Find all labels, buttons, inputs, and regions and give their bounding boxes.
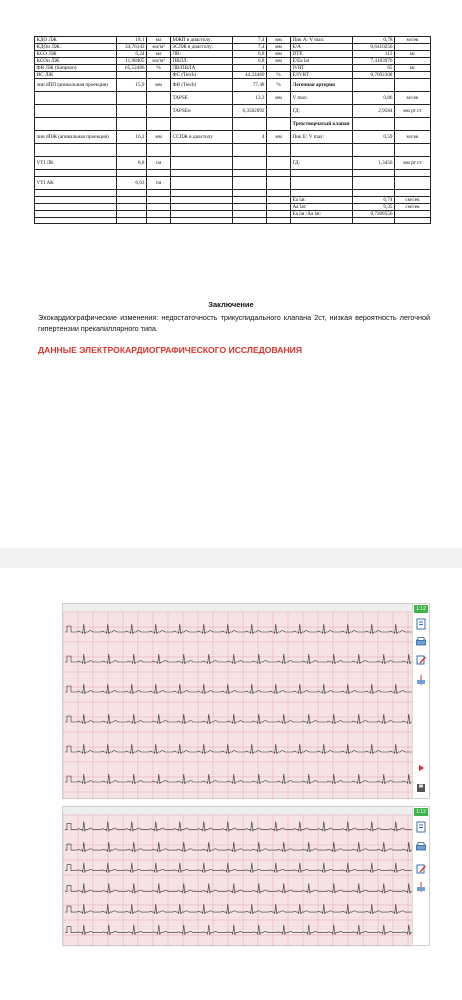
page-separator — [0, 548, 462, 568]
table-cell: м/сек — [395, 37, 431, 44]
table-cell — [171, 157, 233, 170]
table-cell — [35, 144, 117, 157]
table-cell: 4 — [233, 131, 267, 144]
table-cell — [117, 211, 147, 218]
table-cell: 2,9584 — [353, 105, 395, 118]
table-cell — [35, 218, 117, 224]
table-cell: мс — [395, 65, 431, 72]
table-cell: лин dПЖ (апикальная проекция) — [35, 131, 117, 144]
table-cell: 6,3582092 — [233, 105, 267, 118]
table-cell: 6,8 — [233, 58, 267, 65]
table-cell: мл — [147, 51, 171, 58]
table-cell — [147, 118, 171, 131]
table-cell — [267, 170, 291, 177]
table-cell — [147, 72, 171, 79]
table-cell — [353, 177, 395, 190]
table-cell — [395, 218, 431, 224]
table-cell: IVRT — [291, 65, 353, 72]
table-cell — [147, 197, 171, 204]
table-cell: мл/м² — [147, 44, 171, 51]
ecg-lead-trace — [65, 624, 413, 634]
table-cell: 1 — [233, 65, 267, 72]
table-cell — [353, 218, 395, 224]
ecg-scale-badge[interactable]: 1:12 — [414, 808, 428, 816]
table-cell: ПВЛЛ: — [171, 58, 233, 65]
table-cell — [117, 105, 147, 118]
table-cell: см — [147, 157, 171, 170]
ecg-trace — [63, 807, 415, 947]
table-cell: Трехстворчатый клапан — [291, 118, 353, 131]
report-page-2 — [0, 568, 462, 1000]
table-row — [35, 92, 431, 105]
ecg-toolbar — [412, 604, 429, 798]
conclusion-title: Заключение — [208, 300, 254, 309]
table-cell — [35, 204, 117, 211]
table-cell: ЗСЛЖ в диастолу: — [171, 44, 233, 51]
table-cell — [147, 170, 171, 177]
table-cell: V max: — [291, 92, 353, 105]
table-cell — [233, 197, 267, 204]
table-cell: мм рт ст — [395, 157, 431, 170]
table-cell: мл/м² — [147, 58, 171, 65]
table-row — [35, 170, 431, 177]
table-cell: 65,52486 — [117, 65, 147, 72]
table-cell: 7,4 — [233, 44, 267, 51]
table-cell: 0,78 — [353, 37, 395, 44]
table-cell: мс — [395, 51, 431, 58]
print-icon[interactable] — [415, 841, 427, 853]
table-row — [35, 144, 431, 157]
table-cell: 0,7208556 — [353, 211, 395, 218]
table-cell: 77,48 — [233, 79, 267, 92]
table-row — [35, 51, 431, 58]
table-cell — [233, 190, 267, 197]
table-cell: Пик Е: V max: — [291, 131, 353, 144]
table-row — [35, 190, 431, 197]
table-cell — [267, 105, 291, 118]
document-icon[interactable] — [415, 821, 427, 833]
table-cell — [395, 72, 431, 79]
table-cell: ФВ (Teich) — [171, 79, 233, 92]
conclusion-text: Эхокардиографические изменения: недостаточность трикуспидального клапана 2ст, низкая вероятность легочной гипертензии прекапиллярного типа. — [38, 313, 430, 333]
table-cell — [291, 177, 353, 190]
table-row — [35, 131, 431, 144]
table-cell — [395, 211, 431, 218]
table-cell — [117, 218, 147, 224]
table-cell: мм — [267, 37, 291, 44]
table-cell: 15,9 — [117, 79, 147, 92]
ecg-lead-trace — [65, 684, 413, 694]
table-cell — [35, 197, 117, 204]
table-cell: КСОи ЛЖ — [35, 58, 117, 65]
table-cell — [267, 218, 291, 224]
edit-icon[interactable] — [415, 654, 427, 666]
table-cell — [395, 144, 431, 157]
table-cell: 0,86 — [353, 92, 395, 105]
table-cell — [117, 170, 147, 177]
table-cell: E/IVRT — [291, 72, 353, 79]
table-cell: ССПЖ в диастолу — [171, 131, 233, 144]
table-cell: КДО ЛЖ — [35, 37, 117, 44]
table-cell — [117, 92, 147, 105]
table-cell — [35, 211, 117, 218]
table-cell — [395, 118, 431, 131]
table-cell — [267, 190, 291, 197]
table-cell — [267, 197, 291, 204]
table-cell — [147, 92, 171, 105]
ecg-lead-trace — [65, 904, 413, 914]
table-cell — [171, 170, 233, 177]
table-cell: МЖП в диастолу: — [171, 37, 233, 44]
table-cell: % — [267, 72, 291, 79]
table-cell — [147, 105, 171, 118]
ecg-lead-trace — [65, 863, 413, 873]
table-cell — [353, 79, 395, 92]
table-cell: мл — [147, 37, 171, 44]
table-row — [35, 218, 431, 224]
table-cell — [171, 177, 233, 190]
table-row — [35, 37, 431, 44]
table-cell: 9,35 — [353, 204, 395, 211]
table-cell — [147, 218, 171, 224]
table-cell — [233, 144, 267, 157]
table-cell — [147, 211, 171, 218]
table-cell — [233, 204, 267, 211]
table-cell: мм — [267, 58, 291, 65]
table-cell: TAPSE — [171, 92, 233, 105]
table-cell: Е/Еа lat — [291, 58, 353, 65]
table-cell — [171, 218, 233, 224]
table-cell: 113 — [353, 51, 395, 58]
measure-icon[interactable] — [415, 881, 427, 893]
table-cell: TAPSEи — [171, 105, 233, 118]
table-cell — [233, 218, 267, 224]
table-cell: м/сек — [395, 92, 431, 105]
table-cell: 34,76143 — [117, 44, 147, 51]
table-cell — [267, 144, 291, 157]
table-cell — [171, 211, 233, 218]
table-cell — [117, 190, 147, 197]
document-icon[interactable] — [415, 618, 427, 630]
table-cell: Аа lat: — [291, 204, 353, 211]
ecg-trace — [63, 604, 415, 800]
ecg-panel-2 — [62, 806, 430, 946]
table-cell: мм — [147, 131, 171, 144]
table-cell: 0,6410256 — [353, 44, 395, 51]
echo-measurements-table — [34, 36, 431, 224]
table-cell: ГД: — [291, 105, 353, 118]
table-cell: ФС (Teich) — [171, 72, 233, 79]
table-cell: мм — [267, 92, 291, 105]
table-row — [35, 58, 431, 65]
table-cell: 65 — [353, 65, 395, 72]
table-cell — [35, 118, 117, 131]
table-cell — [395, 170, 431, 177]
table-cell: 6,24 — [117, 51, 147, 58]
table-cell — [171, 118, 233, 131]
table-cell: Еа lat /Аа lat: — [291, 211, 353, 218]
table-row — [35, 197, 431, 204]
table-cell — [35, 92, 117, 105]
table-cell: 13,3 — [233, 92, 267, 105]
table-cell — [117, 118, 147, 131]
table-cell: 8,8 — [117, 157, 147, 170]
table-cell — [171, 144, 233, 157]
table-cell: 0,59 — [353, 131, 395, 144]
table-cell: 0,7692308 — [353, 72, 395, 79]
table-cell — [233, 211, 267, 218]
table-cell: 16,2 — [117, 131, 147, 144]
table-cell: лин dПП (апикальная проекция) — [35, 79, 117, 92]
table-row — [35, 204, 431, 211]
table-cell: ЛВ: — [171, 51, 233, 58]
table-cell — [291, 190, 353, 197]
table-cell — [233, 118, 267, 131]
table-cell — [395, 79, 431, 92]
table-cell: 7,4183976 — [353, 58, 395, 65]
ecg-panel-1 — [62, 603, 430, 799]
table-cell — [147, 204, 171, 211]
ecg-lead-trace — [65, 744, 413, 754]
table-cell: мм — [267, 131, 291, 144]
table-cell — [117, 144, 147, 157]
table-cell — [353, 118, 395, 131]
table-cell — [171, 190, 233, 197]
table-row — [35, 211, 431, 218]
table-cell — [35, 105, 117, 118]
table-cell: 6,63 — [117, 177, 147, 190]
table-cell: см — [147, 177, 171, 190]
table-row — [35, 105, 431, 118]
table-cell — [395, 44, 431, 51]
table-cell: см/сек — [395, 197, 431, 204]
table-cell — [147, 144, 171, 157]
table-cell — [171, 197, 233, 204]
table-cell: 6,8 — [233, 51, 267, 58]
table-row — [35, 177, 431, 190]
table-cell — [267, 204, 291, 211]
table-cell — [395, 190, 431, 197]
table-cell: КДОи ЛЖ: — [35, 44, 117, 51]
table-cell: % — [267, 79, 291, 92]
arrow-right-icon[interactable] — [415, 762, 427, 774]
table-cell — [117, 197, 147, 204]
table-cell: мм — [267, 44, 291, 51]
table-cell: 7,4 — [233, 37, 267, 44]
table-cell — [267, 65, 291, 72]
ecg-section-heading: ДАННЫЕ ЭЛЕКТРОКАРДИОГРАФИЧЕСКОГО ИССЛЕДОВАНИЯ — [38, 345, 303, 355]
table-cell — [291, 170, 353, 177]
table-cell — [117, 204, 147, 211]
table-cell: ИС ЛЖ — [35, 72, 117, 79]
table-cell — [35, 190, 117, 197]
table-cell: VTI ЛК — [35, 157, 117, 170]
table-cell — [147, 190, 171, 197]
table-cell: Е/А — [291, 44, 353, 51]
table-cell: КСО ЛЖ — [35, 51, 117, 58]
table-cell — [267, 211, 291, 218]
table-cell — [395, 58, 431, 65]
table-cell: ФВ ЛЖ (Simpson) — [35, 65, 117, 72]
print-icon[interactable] — [415, 636, 427, 648]
table-cell: ЛВ/ПВЛА — [171, 65, 233, 72]
table-cell: ГД: — [291, 157, 353, 170]
table-cell — [267, 157, 291, 170]
table-cell: DTE — [291, 51, 353, 58]
table-cell — [395, 177, 431, 190]
measure-icon[interactable] — [415, 674, 427, 686]
table-cell — [291, 218, 353, 224]
table-row — [35, 44, 431, 51]
table-row — [35, 65, 431, 72]
table-row — [35, 118, 431, 131]
table-cell: 6,74 — [353, 197, 395, 204]
table-cell: см/сек — [395, 204, 431, 211]
table-row — [35, 72, 431, 79]
table-cell: % — [147, 65, 171, 72]
ecg-scale-badge[interactable]: 1:12 — [414, 605, 428, 613]
table-cell — [267, 177, 291, 190]
table-cell: 44,24460 — [233, 72, 267, 79]
table-cell: мм — [267, 51, 291, 58]
table-cell: Пик А: V max: — [291, 37, 353, 44]
table-cell: 18,1 — [117, 37, 147, 44]
table-cell — [267, 118, 291, 131]
save-icon[interactable] — [415, 782, 427, 794]
table-cell: 1,3456 — [353, 157, 395, 170]
table-cell — [171, 204, 233, 211]
table-cell: м/сек — [395, 131, 431, 144]
table-row — [35, 79, 431, 92]
table-cell: VTI АК — [35, 177, 117, 190]
edit-icon[interactable] — [415, 863, 427, 875]
table-cell: мм рт ст — [395, 105, 431, 118]
table-cell — [353, 190, 395, 197]
table-cell — [291, 144, 353, 157]
ecg-toolbar — [412, 807, 429, 945]
table-cell: 11,98405 — [117, 58, 147, 65]
table-cell — [35, 170, 117, 177]
table-cell — [353, 170, 395, 177]
table-cell: мм — [147, 79, 171, 92]
table-cell: Еа lat: — [291, 197, 353, 204]
table-row — [35, 157, 431, 170]
table-cell: Легочная артерия — [291, 79, 353, 92]
table-cell — [353, 144, 395, 157]
table-cell — [117, 72, 147, 79]
table-cell — [233, 170, 267, 177]
table-cell — [233, 157, 267, 170]
table-cell — [233, 177, 267, 190]
